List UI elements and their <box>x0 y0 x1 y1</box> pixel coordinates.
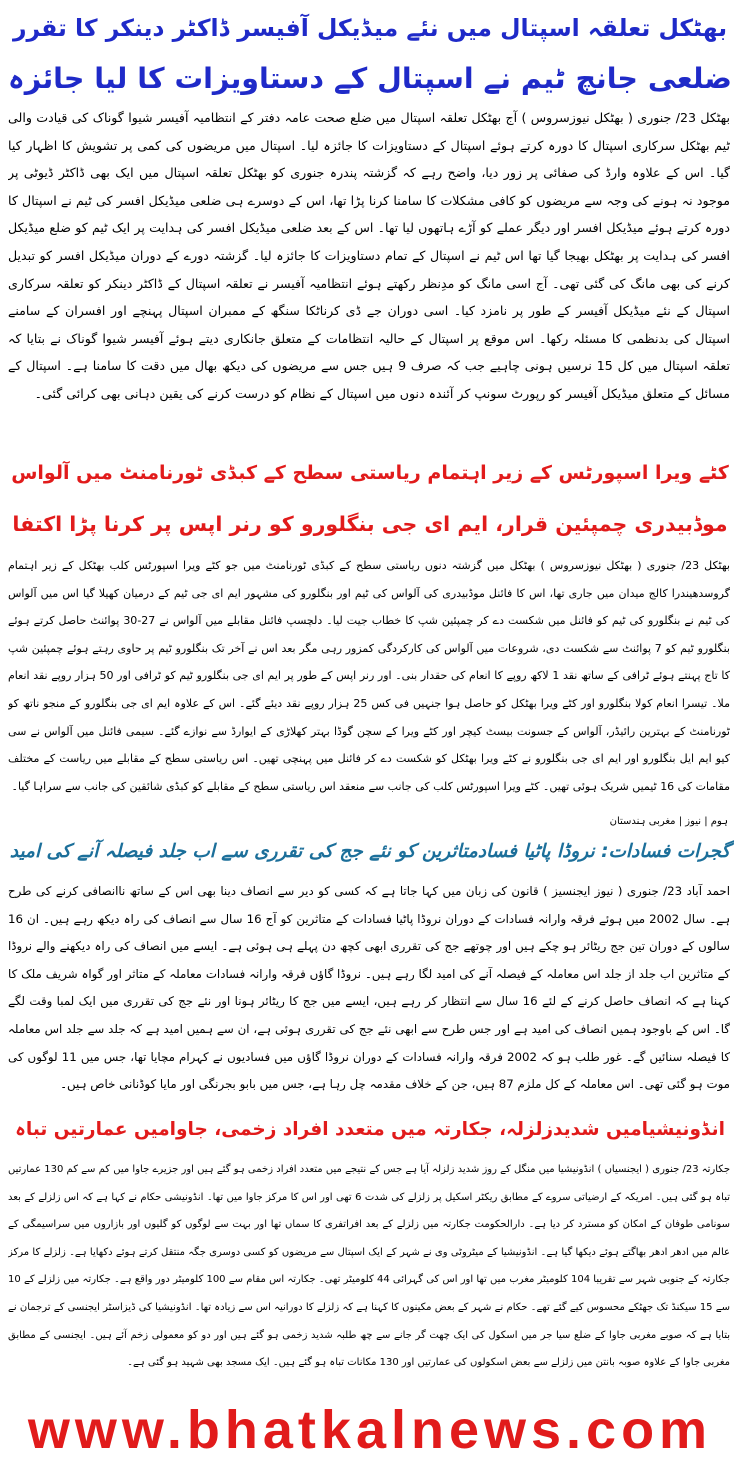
article1-headline-line2: ضلعی جانچ ٹیم نے اسپتال کے دستاویزات کا لیا جائزہ <box>8 62 732 95</box>
article4-body: جکارتہ 23/ جنوری ( ایجنسیاں ) انڈونیشیا میں منگل کے روز شدید زلزلہ آیا ہے جس کے نتیجے میں متعدد افراد زخمی ہو گئے ہیں اور جزیرے جاوا میں کم سے کم 130 عمارتیں تباہ ہو گئی ہیں۔ امریکہ کے ارضیاتی سروے کے مطابق ریکٹر اسکیل پر زلزلے کی شدت 6 تھی اور اس کا مرکز جاوا میں تھا۔ انڈونیشی حکام نے کہا ہے کہ اس زلزلے کے بعد سونامی طوفان کے امکان کو مسترد کر دیا ہے۔ دارالحکومت جکارتہ میں زلزلے کے بعد افراتفری کا سماں تھا اور بہت سے لوگوں کو گلیوں اور بازاروں میں سراسیمگی کے عالم میں ادھر ادھر بھاگتے ہوئے دیکھا گیا ہے۔ انڈونیشیا کے میٹروٹی وی نے شہر کے ایک اسپتال سے مریضوں کو کسی دوسری جگہ منتقل کرتے ہوئے دکھایا ہے۔ زلزلے کا مرکز جکارتہ کے جنوبی شہر سے تقریبا 104 کلومیٹر مغرب میں تھا اور اس کی گہرائی 44 کلومیٹر تھی۔ جکارتہ اس مقام سے 100 کلومیٹر دور واقع ہے۔ جکارتہ میں زلزلے کے 10 سے 15 سیکنڈ تک جھٹکے محسوس کیے گئے تھے۔ حکام نے شہر کے بعض مکینوں کا کہنا ہے کہ زلزلے کا دورانیہ اس سے زیادہ تھا۔ انڈونیشیا کی ڈیزاسٹر ایجنسی کے ترجمان نے بتایا ہے کہ صوبے مغربی جاوا کے ضلع سیا جر میں اسکول کی ایک چھت گر جانے سے چھ طلبہ شدید زخمی ہو گئے ہیں اور دو کو معمولی زخم آئے ہیں۔ ایجنسی کے مطابق مغربی جاوا کے علاوہ صوبہ بانتن میں زلزلے سے بعض اسکولوں کی عمارتیں اور 130 مکانات تباہ ہو گئے ہیں۔ ایک مسجد بھی شہید ہو گئی ہے۔ <box>8 1164 730 1369</box>
article4-headline: انڈونیشیامیں شدیدزلزلہ، جکارتہ میں متعدد افراد زخمی، جاوامیں عمارتیں تباہ <box>15 1119 725 1140</box>
article2-body: بھٹکل 23/ جنوری ( بھٹکل نیوزسروس ) بھٹکل میں گزشتہ دنوں ریاستی سطح کے کبڈی ٹورنامنٹ میں جو کٹے ویرا اسپورٹس کلب بھٹکل کے زیر اہتمام گروسدھیندرا کالج میدان میں جاری تھا، اس کا فائنل موڈبیدری کی آلواس کی ٹیم اور بنگلورو کی مشہور ایم ای جی ٹیم کے درمیان کھیلا گیا اس میں آلواس کی ٹیم نے بنگلورو کی ٹیم کو فائنل میں شکست دے کر چمپئین شپ کا خطاب جیت لیا۔ دلچسپ فائنل مقابلے میں آلواس نے 27-30 پوائنٹ حاصل کرتے ہوئے بنگلورو ٹیم کو 7 پوائنٹ سے شکست دی، شروعات میں آلواس کی کارکردگی کمزور رہی مگر بعد اس نے آخر تک بنگلورو ٹیم پر حاوی رہتے ہوئے چمپئین شپ کا تاج پہنتے ہوئے ٹرافی کے ساتھ نقد 1 لاکھ روپے کا انعام کی حقدار بنی۔ اور رنر اپس کے طور پر ایم ای جی بنگلورو ٹیم کو ٹرافی اور 50 ہزار روپے نقد انعام ملا۔ تیسرا انعام کولا بنگلورو اور کٹے ویرا بھٹکل کو حاصل ہوا جنہیں فی کس 25 ہزار روپے نقد دیئے گئے۔ اس کے علاوہ ایم ای جی بنگلورو کے منجو ناتھ کو ٹورنامنٹ کے بہترین رائیڈر، آلواس کے جسونت بیسٹ کیچر اور کٹے ویرا کے سچن گوڈا بہتر کھلاڑی کے ایوارڈ سے نوازے گئے۔ سیمی فائنل میں آلواس نے سی کیو ایم ایل بنگلورو اور ایم ای جی بنگلورو نے کٹے ویرا بھٹکل کو شکست دے کر فائنل میں پہنچی تھیں۔ اس ریاستی سطح کے مقابلے میں ریاست کے مختلف مقامات کی 16 ٹیمیں شریک ہوئی تھیں۔ کٹے ویرا اسپورٹس کلب کی جانب سے منعقد اس ریاستی سطح کے مقابلے کو کبڈی شائقین کی جانب سے سراہا گیا۔ <box>8 559 730 793</box>
article2-headline-line1: کٹے ویرا اسپورٹس کے زیر اہتمام ریاستی سطح کے کبڈی ٹورنامنٹ میں آلواس <box>11 462 729 484</box>
article1-headline-line1: بھٹکل تعلقہ اسپتال میں نئے میڈیکل آفیسر ڈاکٹر دینکر کا تقرر <box>12 14 728 42</box>
article2-credit: ہوم | نیوز | مغربی ہندستان <box>609 816 728 827</box>
site-url-footer: www.bhatkalnews.com <box>27 1400 713 1458</box>
article3-headline: گجرات فسادات: نروڈا پاٹیا فسادمتاثرین کو نئے جج کی تقرری سے اب جلد فیصلہ آنے کی امید <box>9 841 731 862</box>
article3-body: احمد آباد 23/ جنوری ( نیوز ایجنسیز ) قانون کی زبان میں کہا جاتا ہے کہ کسی کو دیر سے انصاف دینا بھی اس کے ساتھ ناانصافی کرنے کی طرح ہے۔ سال 2002 میں ہوئے فرقہ وارانہ فسادات کے دوران نروڈا پاٹیا فسادات کے متاثرین کو آج 16 سال سے انصاف کی راہ دیکھ رہے ہیں۔ ان 16 سالوں کے دوران تین جج ریٹائر ہو چکے ہیں اور چوتھے جج کی تقرری ابھی کچھ دن پہلے ہی ہوئی ہے۔ ایسے میں انصاف کی راہ دیکھنے والے نروڈا کے متاثرین اب جلد از جلد اس معاملہ کے فیصلہ آنے کی امید لگا رہے ہیں۔ نروڈا گاؤں فرقہ وارانہ فسادات معاملہ کے متاثر اور گواہ شریف ملک کا کہنا ہے کہ انصاف حاصل کرنے کے لئے 16 سال سے انتظار کر رہے ہیں، ایسے میں جج کا ریٹائر ہونا اور نئے جج کی تقرری میں ایک لمبا وقت لگے گا۔ اس کے باوجود ہمیں انصاف کی امید ہے اور جس طرح سے ابھی نئے جج کی تقرری ہوئی ہے، ان سے ہمیں امید ہے کہ جلد سے جلد اس معاملہ کا فیصلہ سنائیں گے۔ غور طلب ہو کہ 2002 فرقہ وارانہ فسادات کے دوران نروڈا گاؤں میں فسادیوں نے کہرام مچایا تھا، جس میں 11 لوگوں کی موت ہو گئی تھی۔ اس معاملہ کے کل ملزم 87 ہیں، جن کے خلاف مقدمہ چل رہا ہے، جس میں بابو بجرنگی اور مایا کوڈنانی خاص ہیں۔ <box>8 884 730 1092</box>
article2-headline-line2: موڈبیدری چمپئین قرار، ایم ای جی بنگلورو کو رنر اپس پر کرنا پڑا اکتفا <box>12 512 728 536</box>
article1-body: بھٹکل 23/ جنوری ( بھٹکل نیوزسروس ) آج بھٹکل تعلقہ اسپتال میں ضلع صحت عامہ دفتر کے انتظامیہ آفیسر شیوا گوناک کی قیادت والی ٹیم بھٹکل سرکاری اسپتال کا دورہ کرتے ہوئے اسپتال کے دستاویزات کا جائزہ لیا۔ اسپتال میں مریضوں کی کمی پر تشویش کا اظہار کیا گیا۔ اس کے علاوہ وارڈ کی صفائی پر زور دیا، واضح رہے کہ گزشتہ پندرہ جنوری کو بھٹکل تعلقہ اسپتال میں ایک بھی ڈاکٹر ڈیوٹی پر موجود نہ ہونے کی وجہ سے مریضوں کو کافی مشکلات کا سامنا کرنا پڑا تھا، اس کے دوسرے ہی ضلعی میڈیکل افسر کی ٹیم نے اسپتال کا دورہ کرتے ہوئے میڈیکل افسر اور دیگر عملے کو آڑے ہاتھوں لیا تھا۔ اس کے بعد ضلعی میڈیکل افسر کی ہدایت پر ایک ٹیم کو ضلع میڈیکل افسر کی ہدایت پر بھٹکل بھیجا گیا تھا اس ٹیم نے اسپتال کے تمام دستاویزات کا جائزہ لیا۔ گزشتہ دورے کے دوران میڈیکل افسر کو تبدیل کرنے کی بھی مانگ کی گئی تھی۔ آج اسی مانگ کو مدِنظر رکھتے ہوئے انتظامیہ آفیسر نے تعلقہ اسپتال کے ڈاکٹر دینکر کو تعلقہ سرکاری اسپتال کے نئے میڈیکل آفیسر کے طور پر نامزد کیا۔ اسی دوران جے ڈی کرناٹکا سنگھ کے ممبران اسپتال پہنچے اور افسران کے سامنے اسپتال کی بدنظمی کا مسئلہ رکھا۔ اس موقع پر اسپتال کے حالیہ انتظامات کے متعلق جانکاری دیتے ہوئے آفیسر شیوا گوناک نے بتایا کہ تعلقہ اسپتال میں کل 15 نرسیں ہونی چاہیے جب کہ صرف 9 ہیں جس سے مریضوں کی دیکھ بھال میں دقت کا سامنا ہے۔ اسپتال کے مسائل کے متعلق میڈیکل آفیسر کو رپورٹ سونپ کر آئندہ دنوں میں اسپتال کے نظام کو درست کرنے کی یقین دہانی بھی کرائی گئی۔ <box>8 110 730 401</box>
